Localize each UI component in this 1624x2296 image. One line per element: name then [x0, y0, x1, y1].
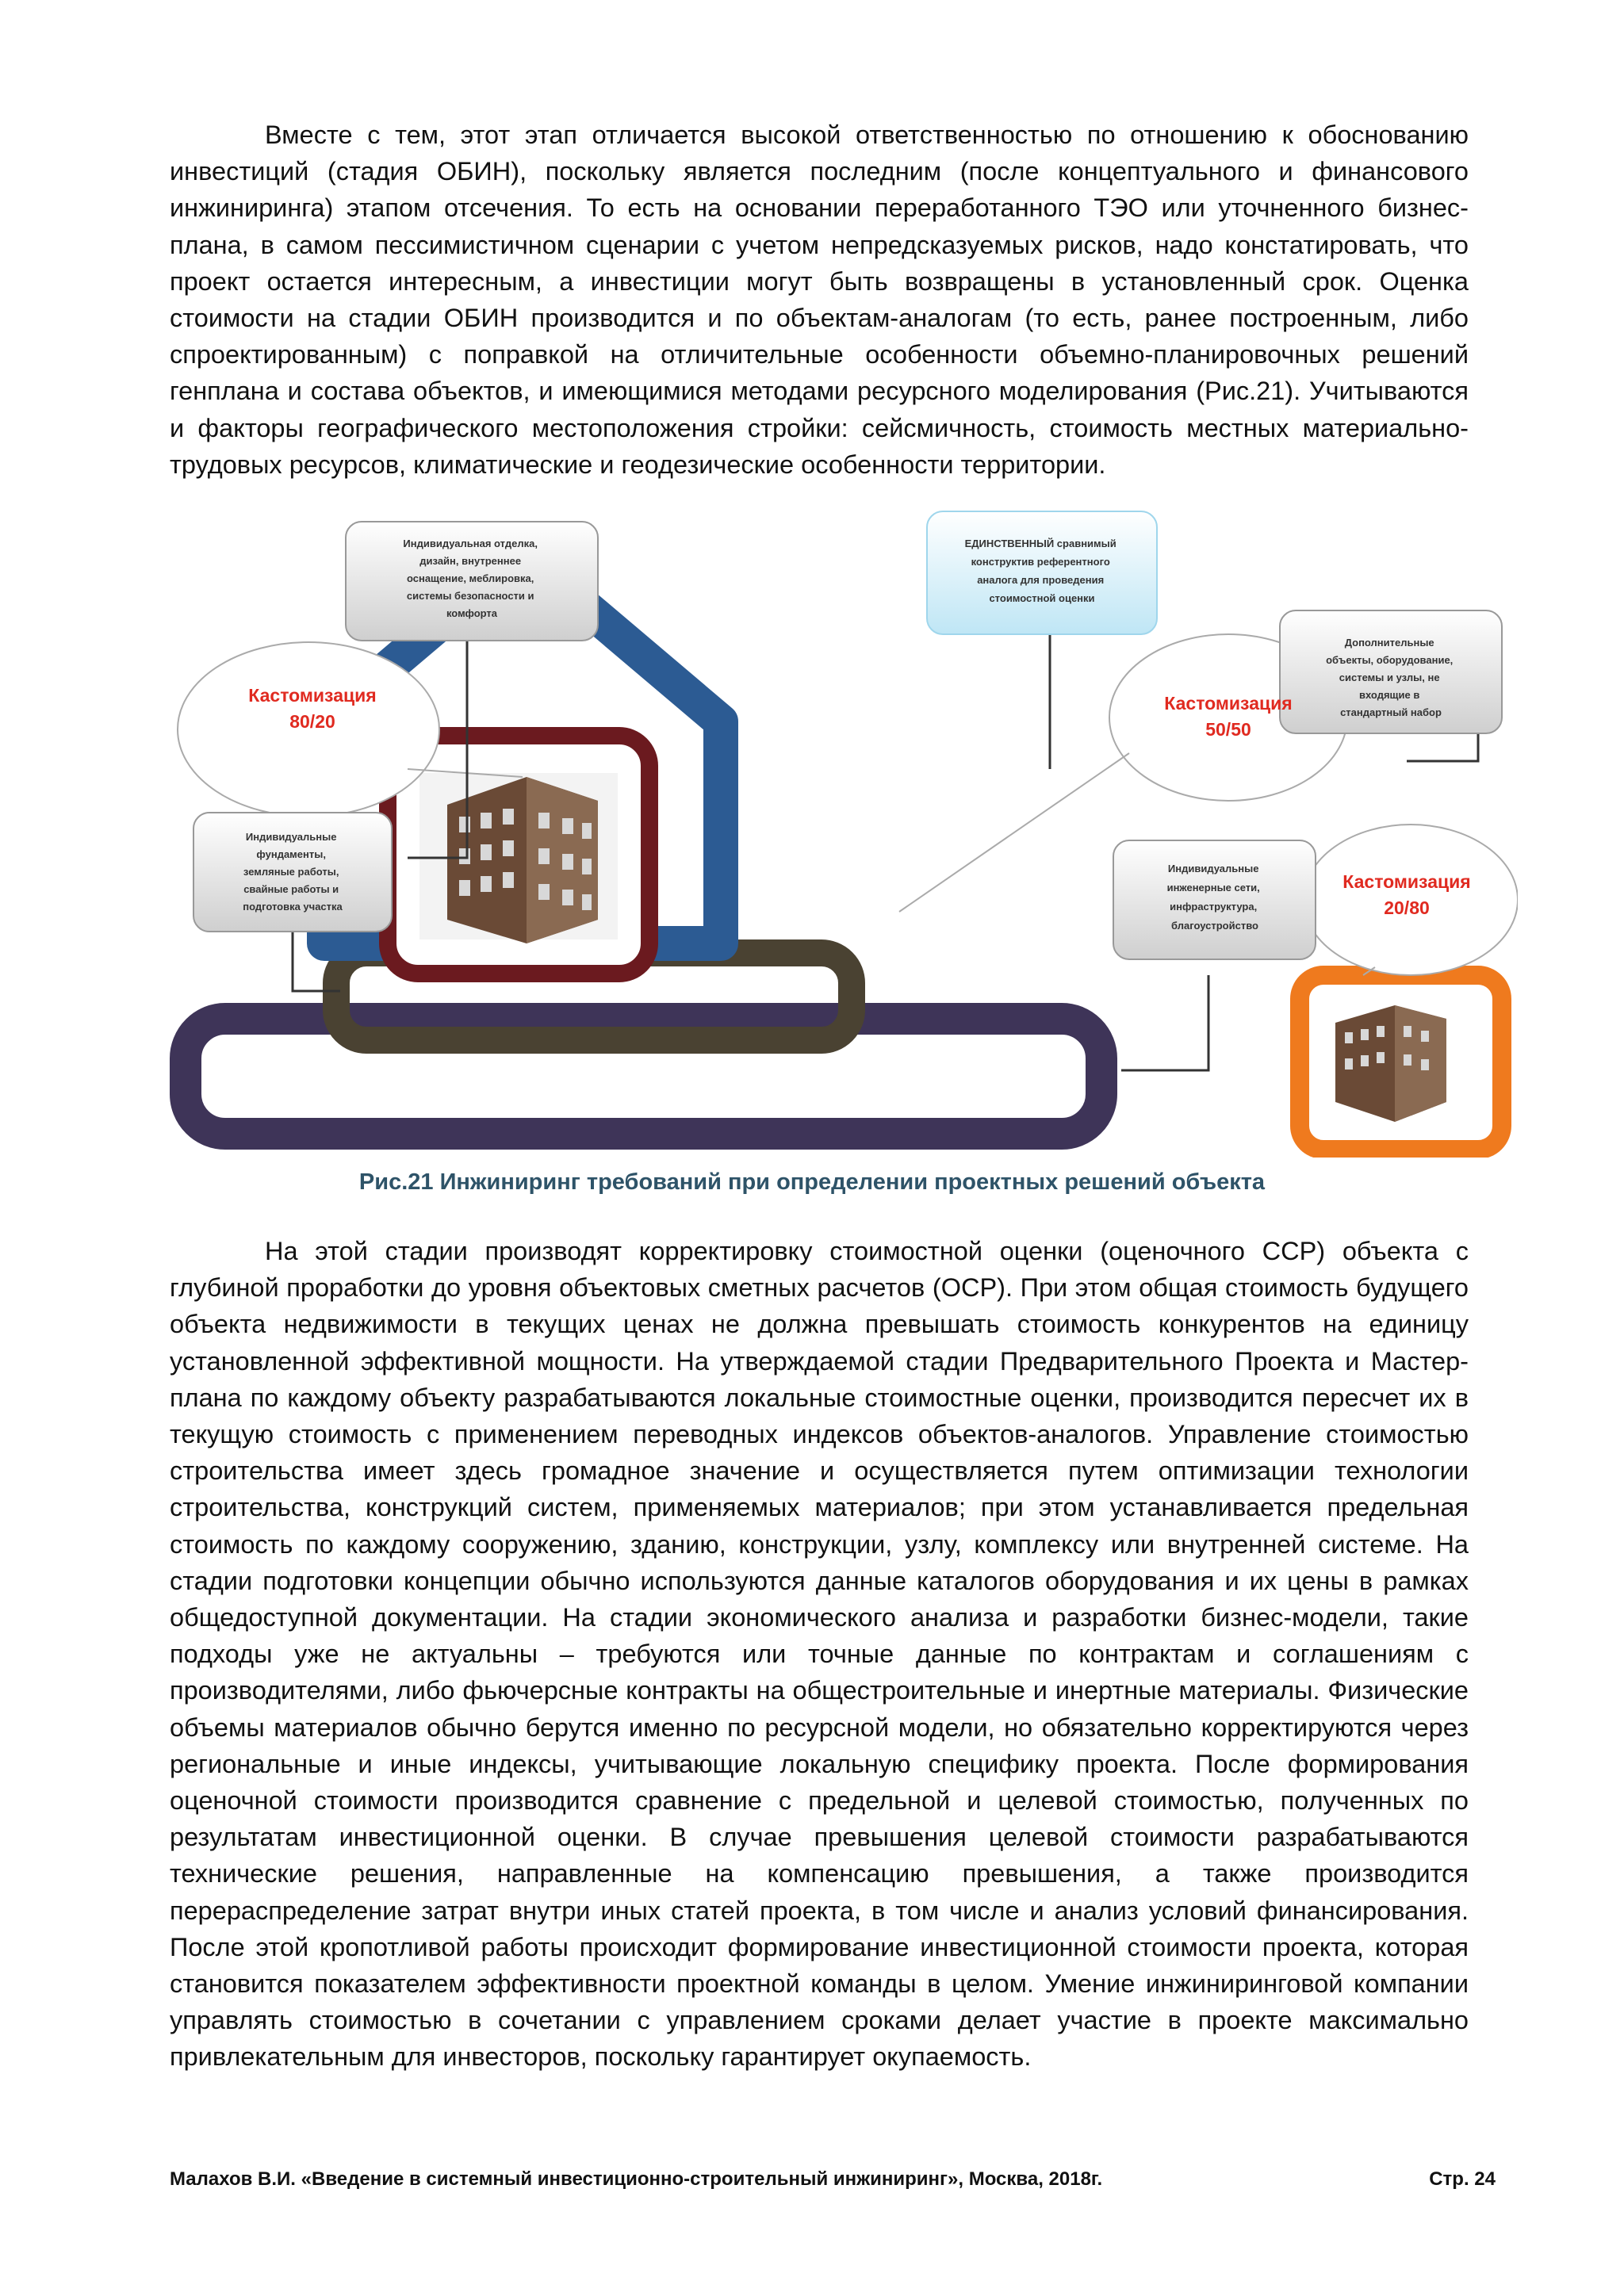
figure-diagram	[170, 499, 1518, 1158]
page-number: Стр. 24	[1429, 2168, 1496, 2190]
cust-mid-value: 50/50	[1205, 719, 1251, 740]
paragraph-main: На этой стадии производят корректировку стоимостной оценки (оценочного ССР) объекта с глубиной проработки до уровня объектовых сметных расчетов (ОСР). При этом общая стоимость будущего объекта недвижимости в текущих ценах не должна превышать стоимость конкурентов на единицу установленной эффективной мощности. На утверждаемой стадии Предварительного Проекта и Мастер-плана по каждому объекту разрабатываются локальные стоимостные оценки, производится пересчет их в текущую стоимость с применением переводных индексов объектов-аналогов. Управление стоимостью строительства имеет здесь громадное значение и осуществляется путем оптимизации технологии строительства, конструкций систем, применяемых материалов; при этом устанавливается предельная стоимость по каждому сооружению, зданию, конструкции, узлу, комплексу или внутренней системе. На стадии подготовки концепции обычно используются данные каталогов оборудования и их цены в рамках общедоступной документации. На стадии экономического анализа и разработки бизнес-модели, такие подходы уже не актуальны – требуются или точные данные по контрактам и соглашениям с производителями, либо фьючерсные контракты на общестроительные и инертные материалы. Физические объемы материалов обычно берутся именно по ресурсной модели, но обязательно корректируются через региональные и иные индексы, учитывающие локальную специфику проекта. После формирования оценочной стоимости производится сравнение с предельной и целевой стоимостью, полученных по результатам инвестиционной оценки. В случае превышения целевой стоимости разрабатываются технические решения, направленные на компенсацию превышения, а также производится перераспределение затрат внутри иных статей проекта, в том числе и анализ условий финансирования. После этой кропотливой работы происходит формирование инвестиционной стоимости проекта, которая становится показателем эффективности проектной команды в целом. Умение инжиниринговой компании управлять стоимостью в сочетании с управлением сроками делает участие в проекте максимально привлекательным для инвесторов, поскольку гарантирует окупаемость.	[170, 1237, 1469, 2072]
box-right-text: Дополнительные объекты, оборудование, системы и узлы, не входящие в стандартный набор	[1326, 637, 1454, 718]
box-top-right-text: ЕДИНСТВЕННЫЙ сравнимый конструктив референтного аналога для проведения стоимостной оценки	[964, 538, 1116, 604]
footer-citation: Малахов В.И. «Введение в системный инвестиционно-строительный инжиниринг», Москва, 2018г.	[170, 2168, 1103, 2190]
box-top-left	[346, 522, 598, 641]
cust-mid-label: Кастомизация	[1164, 693, 1293, 714]
box-bottom-right-text: Индивидуальные инженерные сети, инфраструктура, благоустройство	[1166, 863, 1260, 932]
cust-left-label: Кастомизация	[248, 685, 377, 706]
paragraph-intro: Вместе с тем, этот этап отличается высокой ответственностью по отношению к обоснованию инвестиций (стадия ОБИН), поскольку является последним (после концептуального и финансового инжиниринга) этапом отсечения. То есть на основании переработанного ТЭО или уточненного бизнес-плана, в самом пессимистичном сценарии с учетом непредсказуемых рисков, надо констатировать, что проект остается интересным, а инвестиции могут быть возвращены в установленный срок. Оценка стоимости на стадии ОБИН производится и по объектам-аналогам (то есть, ранее построенным, либо спроектированным) с поправкой на отличительные особенности объемно-планировочных решений генплана и состава объектов, и имеющимися методами ресурсного моделирования (Рис.21). Учитываются и факторы географического местоположения стройки: сейсмичность, стоимость местных материально-трудовых ресурсов, климатические и геодезические особенности территории.	[170, 121, 1469, 479]
box-left	[193, 813, 392, 932]
box-top-left-text: Индивидуальная отделка, дизайн, внутреннее оснащение, меблировка, системы безопасности и комфорта	[403, 538, 538, 619]
figure-caption: Рис.21 Инжиниринг требований при определении проектных решений объекта	[358, 1169, 1266, 1195]
box-top-right	[927, 511, 1157, 634]
box-right	[1280, 610, 1502, 733]
page-footer	[170, 2168, 1496, 2191]
building-image-small	[1335, 1005, 1446, 1122]
box-bottom-right	[1113, 840, 1316, 959]
cust-left-value: 80/20	[289, 711, 335, 732]
box-left-text: Индивидуальные фундаменты, земляные работы, свайные работы и подготовка участка	[243, 831, 343, 913]
cust-right-label: Кастомизация	[1342, 871, 1471, 892]
cust-right-value: 20/80	[1384, 897, 1430, 918]
